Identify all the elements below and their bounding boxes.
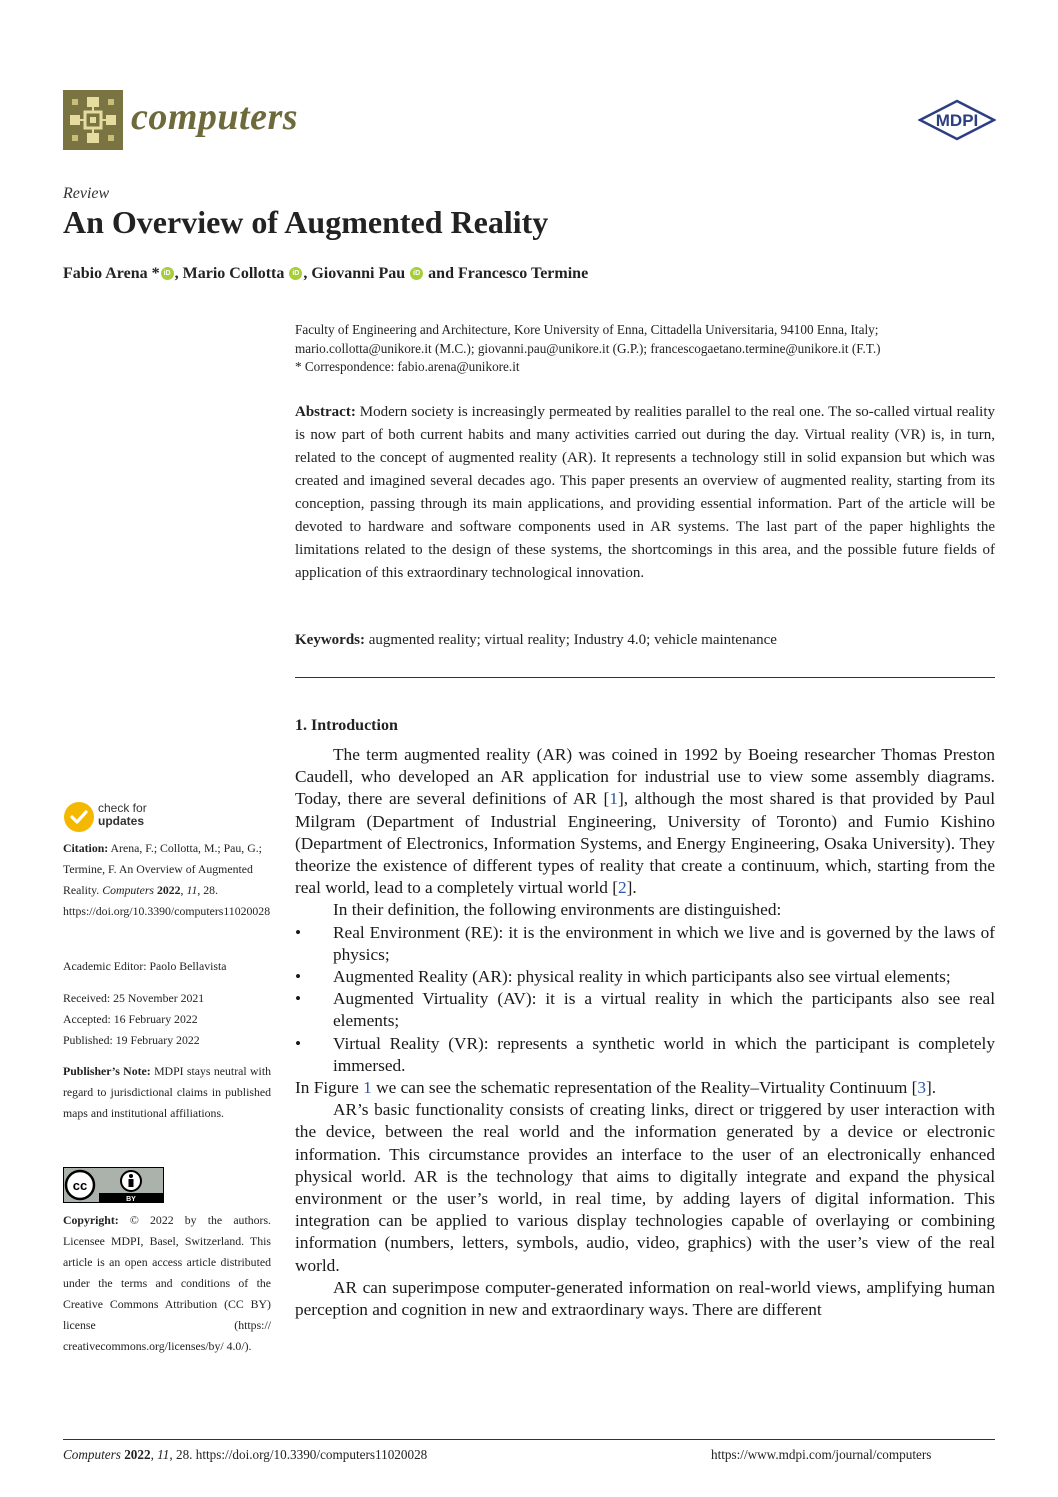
check-updates-line: check for <box>98 801 147 815</box>
section-divider <box>295 677 995 678</box>
paragraph: AR can superimpose computer-generated information on real-world views, amplifying human perception and cognition in new and extraordinary ways. There are different <box>295 1277 995 1320</box>
environment-list <box>295 922 995 1077</box>
list-item-text: Real Environment (RE): it is the environment in which we live and is governed by the laws of physics; <box>333 922 995 964</box>
check-updates-icon <box>63 801 95 833</box>
author-separator: and <box>428 265 454 282</box>
academic-editor: Academic Editor: Paolo Bellavista <box>63 959 227 973</box>
footer-divider <box>63 1439 995 1440</box>
orcid-icon[interactable]: iD <box>289 267 302 280</box>
footer-year: 2022 <box>124 1447 151 1462</box>
citation-text: Arena, F.; Collotta, M.; Pau, G.; Termine, F. An Overview of Augmented Reality. <box>63 841 262 897</box>
abstract-label: Abstract: <box>295 404 356 420</box>
footer-doi[interactable]: , 28. https://doi.org/10.3390/computers11020028 <box>169 1447 428 1462</box>
list-item <box>295 922 995 966</box>
publisher-note <box>63 1061 271 1124</box>
keywords <box>295 629 995 651</box>
author-name: Fabio Arena <box>63 265 148 282</box>
paragraph: AR’s basic functionality consists of creating links, direct or triggered by user interaction with the device, between the real world and the information generated by a device or electronic information. This circumstance provides an interface to the user of an electronically enhanced physical world. AR is the technology that aims to digitally integrate and expand the physical environment or the user’s world, in real time, by adding layers of digital information. This integration can be applied to various display technologies capable of overlaying or combining information (numbers, letters, symbols, audio, video, graphics) with the user’s view of the real world. <box>295 1100 995 1275</box>
paragraph: In their definition, the following environments are distinguished: <box>333 900 782 920</box>
paragraph-text: ]. <box>626 878 637 898</box>
citation-year: 2022 <box>156 883 181 897</box>
publication-dates <box>63 988 271 1051</box>
footer-journal: Computers <box>63 1447 121 1462</box>
citation-label: Citation: <box>63 841 109 855</box>
correspondence-line: * Correspondence: fabio.arena@unikore.it <box>295 359 520 374</box>
citation-journal: Computers <box>102 883 154 897</box>
corresponding-marker: * <box>151 265 160 282</box>
footer-journal-url[interactable]: https://www.mdpi.com/journal/computers <box>711 1447 932 1462</box>
publisher-note-text: MDPI stays neutral with regard to jurisdictional claims in published maps and institutional affiliations. <box>63 1064 271 1120</box>
bullet-icon: • <box>295 1033 302 1053</box>
copyright-text: © 2022 by the authors. Licensee MDPI, Basel, Switzerland. This article is an open access article distributed under the terms and conditions of the Creative Commons Attribution (CC BY) license (https:// creativecommons.org/licenses/by/ 4.0/). <box>63 1213 271 1353</box>
abstract-text: Modern society is increasingly permeated by realities parallel to the real one. The so-called virtual reality is now part of both current habits and many activities carried out during the day. Virtual reality (VR) is, in turn, related to the concept of augmented reality (AR). It represents a technology still in solid expansion but which was created and imagined several decades ago. This paper presents an overview of augmented reality, starting from its conception, passing through its main applications, and providing essential information. Part of the article will be devoted to hardware and software components used in AR systems. The last part of the paper highlights the limitations related to the design of these systems, the shortcomings in this area, and the possible future fields of application of this extraordinary technological innovation. <box>295 404 995 581</box>
check-updates-line: updates <box>98 814 145 828</box>
check-for-updates-button[interactable] <box>63 799 163 835</box>
citation-volume: 11 <box>186 883 198 897</box>
orcid-icon[interactable]: iD <box>161 267 174 280</box>
check-updates-label <box>98 802 147 828</box>
affiliation-block <box>295 321 995 377</box>
keywords-text: augmented reality; virtual reality; Industry 4.0; vehicle maintenance <box>368 632 777 648</box>
list-item <box>295 966 995 988</box>
bullet-icon: • <box>295 989 302 1009</box>
abstract <box>295 401 995 585</box>
citation-link[interactable]: 2 <box>617 878 627 898</box>
bullet-icon: • <box>295 922 302 942</box>
citation-block: Citation: Arena, F.; Collotta, M.; Pau, G.; Termine, F. An Overview of Augmented Reality. Computers 2022, 11, 28. https://doi.org/10.3390/computers11020028 <box>63 841 271 918</box>
footer-volume: 11 <box>157 1447 170 1462</box>
journal-name: computers <box>131 96 299 138</box>
section-heading: 1. Introduction <box>295 717 398 734</box>
article-title: An Overview of Augmented Reality <box>63 204 549 240</box>
accepted-date: Accepted: 16 February 2022 <box>63 1012 198 1026</box>
publisher-note-label: Publisher’s Note: <box>63 1064 151 1078</box>
list-item-text: Virtual Reality (VR): represents a synthetic world in which the participant is completely immersed. <box>333 1033 995 1075</box>
paragraph-text: ]. <box>926 1078 937 1098</box>
orcid-icon[interactable]: iD <box>410 267 423 280</box>
citation-link[interactable]: 1 <box>609 789 618 809</box>
citation-link[interactable]: 3 <box>917 1078 927 1098</box>
affiliation-emails: mario.collotta@unikore.it (M.C.); giovanni.pau@unikore.it (G.P.); francescogaetano.termine@unikore.it (F.T.) <box>295 340 881 356</box>
by-text: BY <box>126 1196 136 1203</box>
cc-by-license-badge[interactable] <box>63 1167 164 1203</box>
author-separator: , <box>174 265 179 282</box>
paragraph <box>295 1077 995 1099</box>
bullet-icon: • <box>295 967 302 987</box>
citation-doi[interactable]: , 28. https://doi.org/10.3390/computers11020028 <box>63 883 271 918</box>
paragraph-text: ], although the most shared is that provided by Paul Milgram (Department of Industrial Engineering, University of Toronto) and Fumio Kishino (Department of Electronics, Information Systems, and Energy Engineering, Osaka University). They theorize the existence of different types of reality that create a continuum, which, starting from the real world, lead to a completely virtual world [ <box>295 789 995 898</box>
received-date: Received: 25 November 2021 <box>63 991 205 1005</box>
copyright-label: Copyright: <box>63 1213 119 1227</box>
list-item <box>295 988 995 1032</box>
author-name: Mario Collotta <box>182 265 285 282</box>
affiliation-line: Faculty of Engineering and Architecture, Kore University of Enna, Cittadella Universitaria, 94100 Enna, Italy; <box>295 322 879 337</box>
article-type: Review <box>63 185 110 202</box>
mdpi-logo-text: MDPI <box>935 111 979 130</box>
paragraph-text: we can see the schematic representation of the Reality–Virtuality Continuum [ <box>376 1078 918 1098</box>
published-date: Published: 19 February 2022 <box>63 1033 200 1047</box>
journal-logo-icon <box>63 90 123 150</box>
footer-citation: Computers 2022, 11, 28. https://doi.org/10.3390/computers11020028 <box>63 1447 428 1462</box>
cc-text: cc <box>72 1178 88 1193</box>
journal-logo-glyph-icon <box>63 90 123 150</box>
author-separator: , <box>303 265 308 282</box>
copyright-block <box>63 1210 271 1357</box>
author-name: Francesco Termine <box>457 265 589 282</box>
list-item-text: Augmented Virtuality (AV): it is a virtual reality in which the participants also see real elements; <box>333 989 995 1031</box>
figure-link[interactable]: 1 <box>363 1078 372 1098</box>
paragraph-text: The term augmented reality (AR) was coined in 1992 by Boeing researcher Thomas Preston Caudell, who developed an AR application for industrial use to view some assembly diagrams. Today, there are several definitions of AR [ <box>295 745 995 809</box>
keywords-label: Keywords: <box>295 632 365 648</box>
list-item-text: Augmented Reality (AR): physical reality in which participants also see virtual elements; <box>333 967 951 987</box>
paragraph-text: In Figure <box>295 1078 359 1098</box>
introduction-body <box>295 744 995 1321</box>
author-list <box>63 265 588 283</box>
mdpi-logo-icon[interactable] <box>918 99 996 146</box>
list-item <box>295 1033 995 1077</box>
author-name: Giovanni Pau <box>311 265 406 282</box>
paragraph <box>295 744 995 899</box>
